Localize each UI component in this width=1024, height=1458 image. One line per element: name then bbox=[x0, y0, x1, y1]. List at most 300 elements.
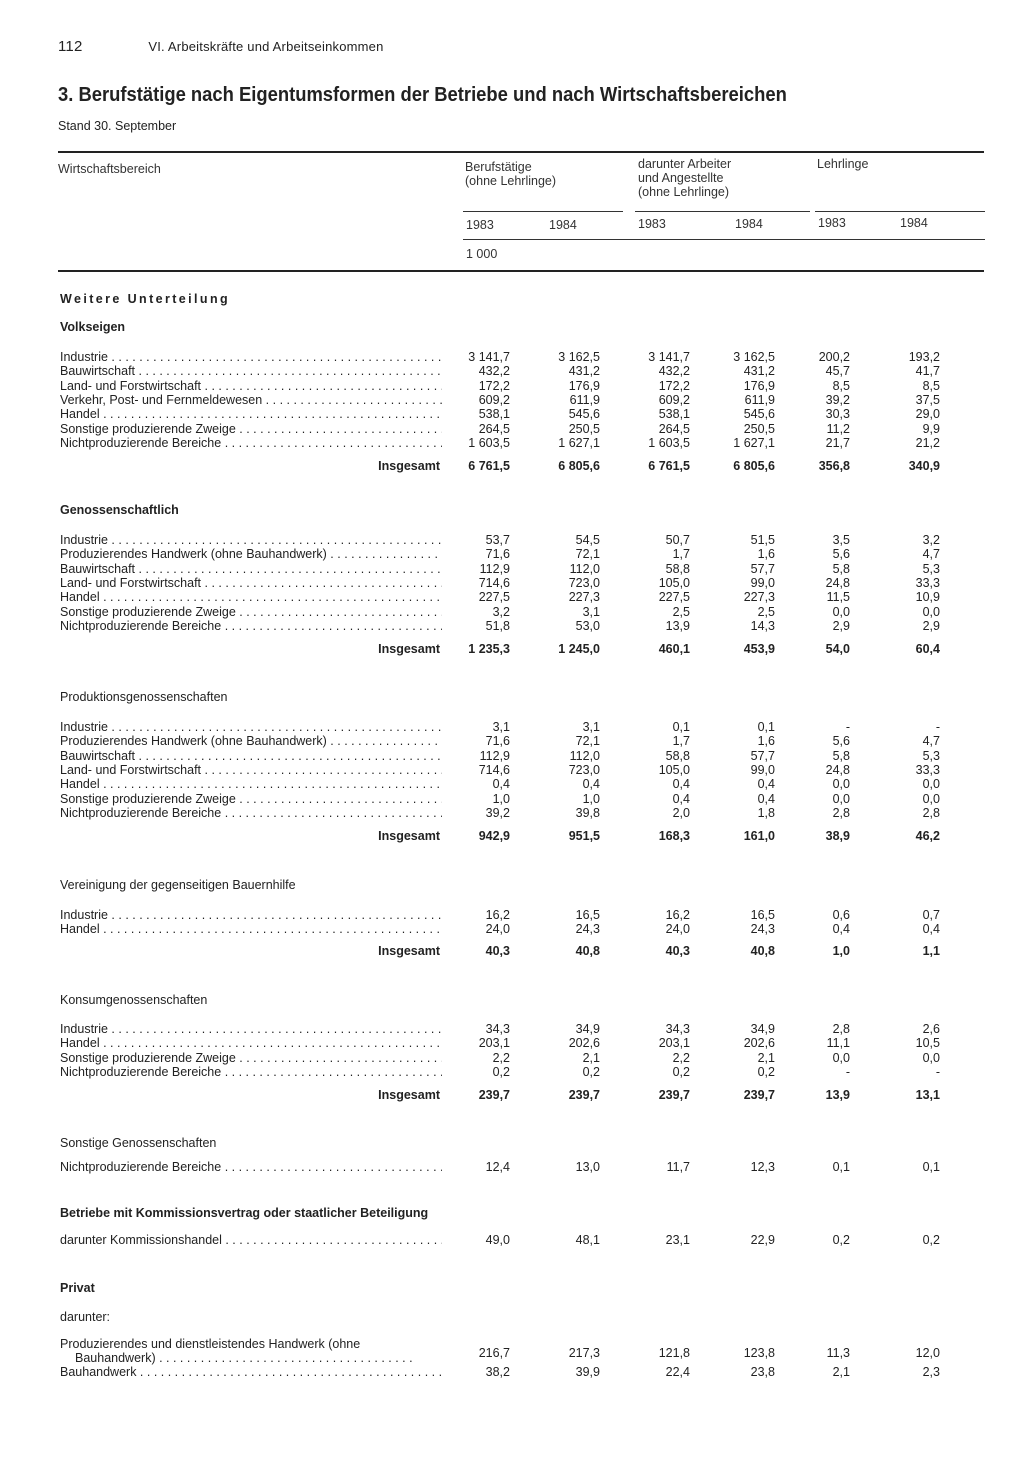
table-row bbox=[0, 1065, 1024, 1079]
cell-value: 24,8 bbox=[825, 575, 850, 590]
total-label: Insgesamt bbox=[378, 459, 440, 473]
cell-value: 216,7 bbox=[478, 1346, 510, 1360]
cell-value: 0,2 bbox=[582, 1064, 600, 1079]
cell-value: 71,6 bbox=[485, 734, 510, 749]
cell-value: 11,5 bbox=[826, 590, 850, 605]
row-label: Nichtproduzierende Bereiche . . . bbox=[60, 436, 442, 450]
cell-value: 24,3 bbox=[750, 922, 775, 937]
cell-value: 227,5 bbox=[658, 590, 690, 605]
cell-value: 34,9 bbox=[575, 1022, 600, 1036]
cell-value: 2,1 bbox=[582, 1050, 600, 1065]
table-row bbox=[0, 562, 1024, 576]
row-label: Produzierendes Handwerk (ohne Bauhandwerk) . . . bbox=[60, 547, 442, 561]
cell-value: 3 141,7 bbox=[648, 350, 690, 364]
cell-value: 112,0 bbox=[569, 748, 600, 763]
cell-value: 0,1 bbox=[757, 720, 775, 734]
cell-value: 13,9 bbox=[825, 1088, 850, 1102]
cell-value: 239,7 bbox=[658, 1088, 690, 1102]
cell-value: 11,2 bbox=[826, 421, 850, 436]
cell-value: 33,3 bbox=[915, 762, 940, 777]
cell-value: 24,3 bbox=[575, 922, 600, 937]
cell-value: 23,1 bbox=[665, 1233, 690, 1247]
cell-value: 2,8 bbox=[922, 805, 940, 820]
cell-value: 24,0 bbox=[665, 922, 690, 937]
group-heading: Genossenschaftlich bbox=[60, 503, 179, 517]
group-heading: Vereinigung der gegenseitigen Bauernhilfe bbox=[60, 878, 296, 892]
row-label: Verkehr, Post- und Fernmeldewesen . . . bbox=[60, 393, 442, 407]
cell-value: 0,0 bbox=[922, 1050, 940, 1065]
cell-value: 0,2 bbox=[832, 1233, 850, 1247]
table-row bbox=[0, 806, 1024, 820]
cell-value: 0,4 bbox=[492, 777, 510, 792]
row-label-line: Produzierendes und dienstleistendes Handwerk (ohne bbox=[60, 1337, 361, 1351]
cell-value: 2,8 bbox=[832, 1022, 850, 1036]
cell-value: 5,8 bbox=[832, 561, 850, 576]
total-row bbox=[0, 829, 1024, 843]
cell-value: 264,5 bbox=[658, 421, 690, 436]
cell-value: 0,7 bbox=[922, 908, 940, 922]
row-label: Sonstige produzierende Zweige . . . bbox=[60, 1051, 442, 1065]
cell-value: 11,3 bbox=[826, 1346, 850, 1360]
cell-value: 0,6 bbox=[832, 908, 850, 922]
cell-value: 2,1 bbox=[832, 1365, 850, 1379]
cell-value: 46,2 bbox=[915, 829, 940, 843]
header-group-berufstaetige bbox=[465, 160, 556, 188]
cell-value: 22,9 bbox=[750, 1233, 775, 1247]
cell-value: 99,0 bbox=[750, 762, 775, 777]
total-row bbox=[0, 642, 1024, 656]
cell-value: 34,3 bbox=[485, 1022, 510, 1036]
cell-value: 5,6 bbox=[832, 734, 850, 749]
table-row bbox=[0, 1365, 1024, 1379]
cell-value: 6 761,5 bbox=[468, 459, 510, 473]
table-row bbox=[0, 605, 1024, 619]
cell-value: 53,7 bbox=[485, 533, 510, 547]
cell-value: 239,7 bbox=[568, 1088, 600, 1102]
table-row bbox=[0, 792, 1024, 806]
table-row bbox=[0, 350, 1024, 364]
cell-value: 5,6 bbox=[832, 547, 850, 562]
cell-value: 39,9 bbox=[575, 1365, 600, 1379]
cell-value: 0,1 bbox=[832, 1160, 850, 1174]
table-row bbox=[0, 590, 1024, 604]
group-heading: Konsumgenossenschaften bbox=[60, 993, 208, 1007]
row-label: Sonstige produzierende Zweige . . . bbox=[60, 792, 442, 806]
cell-value: 1 245,0 bbox=[558, 642, 600, 656]
cell-value: 40,8 bbox=[750, 944, 775, 958]
row-label: Land- und Forstwirtschaft . . . bbox=[60, 576, 442, 590]
cell-value: 1,0 bbox=[492, 791, 510, 806]
table-row bbox=[0, 407, 1024, 421]
row-label: Bauhandwerk . . . bbox=[60, 1365, 442, 1379]
cell-value: 453,9 bbox=[743, 642, 775, 656]
cell-value: 609,2 bbox=[478, 392, 510, 407]
table-row bbox=[0, 922, 1024, 936]
header-text: (ohne Lehrlinge) bbox=[638, 185, 730, 199]
table-row bbox=[0, 1051, 1024, 1065]
cell-value: 58,8 bbox=[665, 748, 690, 763]
cell-value: 0,4 bbox=[757, 791, 775, 806]
cell-value: 2,1 bbox=[757, 1050, 775, 1065]
cell-value: 1,8 bbox=[757, 805, 775, 820]
cell-value: 250,5 bbox=[568, 421, 600, 436]
row-label: Nichtproduzierende Bereiche . . . bbox=[60, 619, 442, 633]
cell-value: 40,3 bbox=[665, 944, 690, 958]
cell-value: 48,1 bbox=[575, 1233, 600, 1247]
cell-value: 2,2 bbox=[672, 1050, 690, 1065]
row-label: Nichtproduzierende Bereiche . . . bbox=[60, 806, 442, 820]
cell-value: 51,5 bbox=[750, 533, 775, 547]
cell-value: 2,5 bbox=[757, 604, 775, 619]
cell-value: 112,9 bbox=[479, 748, 510, 763]
cell-value: 14,3 bbox=[750, 618, 775, 633]
cell-value: 0,4 bbox=[672, 777, 690, 792]
cell-value: 49,0 bbox=[485, 1233, 510, 1247]
cell-value: 538,1 bbox=[658, 407, 690, 422]
cell-value: 39,8 bbox=[575, 805, 600, 820]
cell-value: 264,5 bbox=[478, 421, 510, 436]
cell-value: 723,0 bbox=[568, 575, 600, 590]
cell-value: 1,0 bbox=[582, 791, 600, 806]
cell-value: 172,2 bbox=[658, 378, 690, 393]
header-text: Berufstätige bbox=[465, 160, 532, 174]
cell-value: 3 141,7 bbox=[468, 350, 510, 364]
cell-value: 34,3 bbox=[665, 1022, 690, 1036]
cell-value: 123,8 bbox=[743, 1346, 775, 1360]
table-title: 3. Berufstätige nach Eigentumsformen der Betriebe und nach Wirtschaftsbereichen bbox=[58, 84, 787, 106]
cell-value: 0,0 bbox=[922, 604, 940, 619]
total-row bbox=[0, 944, 1024, 958]
cell-value: 432,2 bbox=[658, 364, 690, 379]
cell-value: 250,5 bbox=[743, 421, 775, 436]
cell-value: 57,7 bbox=[750, 561, 775, 576]
cell-value: 51,8 bbox=[485, 618, 510, 633]
cell-value: 431,2 bbox=[743, 364, 775, 379]
cell-value: 1 627,1 bbox=[733, 435, 775, 450]
table-row bbox=[0, 749, 1024, 763]
year-header: 1984 bbox=[900, 216, 928, 230]
cell-value: 40,3 bbox=[485, 944, 510, 958]
cell-value: 161,0 bbox=[743, 829, 775, 843]
cell-value: 951,5 bbox=[568, 829, 600, 843]
table-row bbox=[0, 1160, 1024, 1174]
cell-value: 16,5 bbox=[575, 908, 600, 922]
cell-value: 3,1 bbox=[492, 720, 510, 734]
cell-value: 217,3 bbox=[568, 1346, 600, 1360]
table-row bbox=[0, 763, 1024, 777]
cell-value: 200,2 bbox=[818, 350, 850, 364]
cell-value: 105,0 bbox=[658, 762, 690, 777]
cell-value: 13,1 bbox=[915, 1088, 940, 1102]
cell-value: 611,9 bbox=[744, 392, 775, 407]
cell-value: 942,9 bbox=[478, 829, 510, 843]
cell-value: 0,0 bbox=[922, 791, 940, 806]
cell-value: 1 235,3 bbox=[468, 642, 510, 656]
cell-value: 611,9 bbox=[569, 392, 600, 407]
cell-value: 3,2 bbox=[492, 604, 510, 619]
cell-value: 4,7 bbox=[922, 734, 940, 749]
total-label: Insgesamt bbox=[378, 829, 440, 843]
table-subtitle: Stand 30. September bbox=[58, 119, 177, 133]
chapter-title: VI. Arbeitskräfte und Arbeitseinkommen bbox=[148, 39, 384, 54]
cell-value: 29,0 bbox=[915, 407, 940, 422]
cell-value: 3,2 bbox=[922, 533, 940, 547]
cell-value: - bbox=[935, 720, 940, 734]
table-row bbox=[0, 393, 1024, 407]
cell-value: 2,3 bbox=[922, 1365, 940, 1379]
unit-label: 1 000 bbox=[466, 247, 498, 261]
cell-value: 105,0 bbox=[658, 575, 690, 590]
group-heading: Produktionsgenossenschaften bbox=[60, 690, 228, 704]
table-row bbox=[0, 1022, 1024, 1036]
cell-value: 1,1 bbox=[922, 944, 940, 958]
cell-value: 6 761,5 bbox=[648, 459, 690, 473]
cell-value: 39,2 bbox=[485, 805, 510, 820]
cell-value: 538,1 bbox=[478, 407, 510, 422]
total-row bbox=[0, 1088, 1024, 1102]
cell-value: 112,0 bbox=[569, 561, 600, 576]
cell-value: 0,4 bbox=[757, 777, 775, 792]
cell-value: 176,9 bbox=[568, 378, 600, 393]
section-heading: Weitere Unterteilung bbox=[60, 292, 231, 306]
cell-value: 3 162,5 bbox=[733, 350, 775, 364]
cell-value: 0,4 bbox=[922, 922, 940, 937]
header-text: darunter Arbeiter bbox=[638, 157, 732, 171]
header-line bbox=[635, 211, 810, 212]
cell-value: 203,1 bbox=[658, 1036, 690, 1051]
cell-value: 50,7 bbox=[665, 533, 690, 547]
table-row bbox=[0, 533, 1024, 547]
cell-value: 1,6 bbox=[757, 734, 775, 749]
row-label: Industrie . . . bbox=[60, 908, 442, 922]
cell-value: 0,2 bbox=[757, 1064, 775, 1079]
row-label: Industrie . . . bbox=[60, 1022, 442, 1036]
page-number: 112 bbox=[58, 38, 83, 55]
cell-value: 22,4 bbox=[665, 1365, 690, 1379]
cell-value: 21,2 bbox=[915, 435, 940, 450]
cell-value: 53,0 bbox=[575, 618, 600, 633]
cell-value: 3,1 bbox=[582, 720, 600, 734]
cell-value: 239,7 bbox=[743, 1088, 775, 1102]
table-row bbox=[0, 1036, 1024, 1050]
header-text: (ohne Lehrlinge) bbox=[465, 174, 557, 188]
cell-value: 227,5 bbox=[478, 590, 510, 605]
cell-value: 0,2 bbox=[922, 1233, 940, 1247]
cell-value: 0,2 bbox=[492, 1064, 510, 1079]
year-header: 1984 bbox=[549, 218, 577, 232]
cell-value: 5,8 bbox=[832, 748, 850, 763]
cell-value: 460,1 bbox=[658, 642, 690, 656]
header-col-label: Wirtschaftsbereich bbox=[58, 162, 161, 176]
cell-value: 8,5 bbox=[922, 378, 940, 393]
cell-value: 176,9 bbox=[743, 378, 775, 393]
cell-value: 193,2 bbox=[908, 350, 940, 364]
cell-value: 1,6 bbox=[757, 547, 775, 562]
cell-value: 12,4 bbox=[485, 1160, 510, 1174]
cell-value: 24,8 bbox=[825, 762, 850, 777]
cell-value: 172,2 bbox=[478, 378, 510, 393]
cell-value: 54,5 bbox=[575, 533, 600, 547]
row-label: Produzierendes Handwerk (ohne Bauhandwerk) . . . bbox=[60, 734, 442, 748]
cell-value: 1,7 bbox=[672, 547, 690, 562]
row-label: Handel . . . bbox=[60, 407, 442, 421]
cell-value: 16,2 bbox=[665, 908, 690, 922]
header-line bbox=[815, 211, 985, 212]
cell-value: 54,0 bbox=[825, 642, 850, 656]
cell-value: 0,2 bbox=[672, 1064, 690, 1079]
row-label: Sonstige produzierende Zweige . . . bbox=[60, 605, 442, 619]
cell-value: 1 603,5 bbox=[648, 435, 690, 450]
cell-value: 545,6 bbox=[568, 407, 600, 422]
cell-value: 545,6 bbox=[743, 407, 775, 422]
cell-value: 6 805,6 bbox=[733, 459, 775, 473]
table-row bbox=[0, 1346, 1024, 1360]
cell-value: 356,8 bbox=[818, 459, 850, 473]
cell-value: - bbox=[935, 1064, 940, 1079]
cell-value: 609,2 bbox=[658, 392, 690, 407]
cell-value: 1,7 bbox=[672, 734, 690, 749]
row-label: Handel . . . bbox=[60, 922, 442, 936]
row-label-line: Bauhandwerk) . . . bbox=[60, 1351, 442, 1365]
cell-value: 2,8 bbox=[832, 805, 850, 820]
cell-value: 13,9 bbox=[665, 618, 690, 633]
row-label: darunter Kommissionshandel . . . bbox=[60, 1233, 442, 1247]
row-label: Nichtproduzierende Bereiche . . . bbox=[60, 1160, 442, 1174]
cell-value: 8,5 bbox=[832, 378, 850, 393]
table-row bbox=[0, 436, 1024, 450]
table-row bbox=[0, 908, 1024, 922]
cell-value: 1,0 bbox=[832, 944, 850, 958]
cell-value: 23,8 bbox=[750, 1365, 775, 1379]
cell-value: 0,1 bbox=[672, 720, 690, 734]
cell-value: 0,0 bbox=[832, 604, 850, 619]
table-row bbox=[0, 422, 1024, 436]
darunter-label: darunter: bbox=[60, 1310, 111, 1324]
cell-value: 10,9 bbox=[915, 590, 940, 605]
total-row bbox=[0, 459, 1024, 473]
cell-value: 0,0 bbox=[832, 791, 850, 806]
cell-value: 3,1 bbox=[582, 604, 600, 619]
cell-value: 714,6 bbox=[478, 762, 510, 777]
cell-value: 5,3 bbox=[922, 748, 940, 763]
table-row bbox=[0, 379, 1024, 393]
cell-value: 227,3 bbox=[743, 590, 775, 605]
cell-value: 2,2 bbox=[492, 1050, 510, 1065]
row-label: Handel . . . bbox=[60, 777, 442, 791]
cell-value: 239,7 bbox=[478, 1088, 510, 1102]
cell-value: 41,7 bbox=[915, 364, 940, 379]
cell-value: 99,0 bbox=[750, 575, 775, 590]
cell-value: 34,9 bbox=[750, 1022, 775, 1036]
header-group-arbeiter bbox=[638, 157, 731, 199]
top-rule bbox=[58, 151, 984, 153]
header-bottom-rule bbox=[58, 270, 984, 272]
cell-value: 340,9 bbox=[908, 459, 940, 473]
cell-value: 714,6 bbox=[478, 575, 510, 590]
row-label: Land- und Forstwirtschaft . . . bbox=[60, 379, 442, 393]
cell-value: 38,2 bbox=[485, 1365, 510, 1379]
cell-value: 0,1 bbox=[922, 1160, 940, 1174]
cell-value: 0,4 bbox=[832, 922, 850, 937]
cell-value: 431,2 bbox=[568, 364, 600, 379]
cell-value: 12,0 bbox=[915, 1346, 940, 1360]
cell-value: 121,8 bbox=[658, 1346, 690, 1360]
cell-value: 168,3 bbox=[658, 829, 690, 843]
cell-value: 2,6 bbox=[922, 1022, 940, 1036]
header-line bbox=[463, 239, 985, 240]
table-row bbox=[0, 619, 1024, 633]
cell-value: 202,6 bbox=[743, 1036, 775, 1051]
year-header: 1983 bbox=[466, 218, 494, 232]
cell-value: 1 603,5 bbox=[468, 435, 510, 450]
cell-value: 40,8 bbox=[575, 944, 600, 958]
row-label: Industrie . . . bbox=[60, 350, 442, 364]
table-row bbox=[0, 576, 1024, 590]
cell-value: 24,0 bbox=[485, 922, 510, 937]
cell-value: 2,0 bbox=[672, 805, 690, 820]
cell-value: 71,6 bbox=[485, 547, 510, 562]
cell-value: 13,0 bbox=[575, 1160, 600, 1174]
total-label: Insgesamt bbox=[378, 642, 440, 656]
cell-value: 3 162,5 bbox=[558, 350, 600, 364]
group-heading: Betriebe mit Kommissionsvertrag oder staatlicher Beteiligung bbox=[60, 1206, 429, 1220]
header-text: und Angestellte bbox=[638, 171, 724, 185]
cell-value: 39,2 bbox=[825, 392, 850, 407]
cell-value: 3,5 bbox=[832, 533, 850, 547]
group-heading: Volkseigen bbox=[60, 320, 126, 334]
header-text: Lehrlinge bbox=[817, 157, 869, 171]
row-label: Sonstige produzierende Zweige . . . bbox=[60, 422, 442, 436]
row-label: Industrie . . . bbox=[60, 720, 442, 734]
group-heading: Sonstige Genossenschaften bbox=[60, 1136, 217, 1150]
cell-value: 10,5 bbox=[915, 1036, 940, 1051]
cell-value: 72,1 bbox=[575, 734, 600, 749]
year-header: 1984 bbox=[735, 217, 763, 231]
header-line bbox=[463, 211, 623, 212]
table-row bbox=[0, 364, 1024, 378]
cell-value: 9,9 bbox=[922, 421, 940, 436]
row-label: Bauwirtschaft . . . bbox=[60, 364, 442, 378]
cell-value: 16,5 bbox=[750, 908, 775, 922]
cell-value: 58,8 bbox=[665, 561, 690, 576]
group-heading: Privat bbox=[60, 1281, 95, 1295]
table-row bbox=[0, 1233, 1024, 1247]
row-label: Handel . . . bbox=[60, 1036, 442, 1050]
cell-value: 0,4 bbox=[582, 777, 600, 792]
table-row bbox=[0, 734, 1024, 748]
cell-value: 203,1 bbox=[478, 1036, 510, 1051]
cell-value: 2,5 bbox=[672, 604, 690, 619]
cell-value: 202,6 bbox=[568, 1036, 600, 1051]
cell-value: 45,7 bbox=[825, 364, 850, 379]
cell-value: 6 805,6 bbox=[558, 459, 600, 473]
cell-value: 2,9 bbox=[832, 618, 850, 633]
row-label: Land- und Forstwirtschaft . . . bbox=[60, 763, 442, 777]
cell-value: 112,9 bbox=[479, 561, 510, 576]
cell-value: 5,3 bbox=[922, 561, 940, 576]
cell-value: 38,9 bbox=[825, 829, 850, 843]
cell-value: - bbox=[845, 720, 850, 734]
cell-value: 227,3 bbox=[568, 590, 600, 605]
total-label: Insgesamt bbox=[378, 1088, 440, 1102]
cell-value: 11,7 bbox=[666, 1160, 690, 1174]
cell-value: 37,5 bbox=[915, 392, 940, 407]
cell-value: 1 627,1 bbox=[558, 435, 600, 450]
cell-value: 60,4 bbox=[915, 642, 940, 656]
cell-value: 0,0 bbox=[832, 777, 850, 792]
header-group-lehrlinge bbox=[817, 157, 868, 171]
cell-value: - bbox=[845, 1064, 850, 1079]
